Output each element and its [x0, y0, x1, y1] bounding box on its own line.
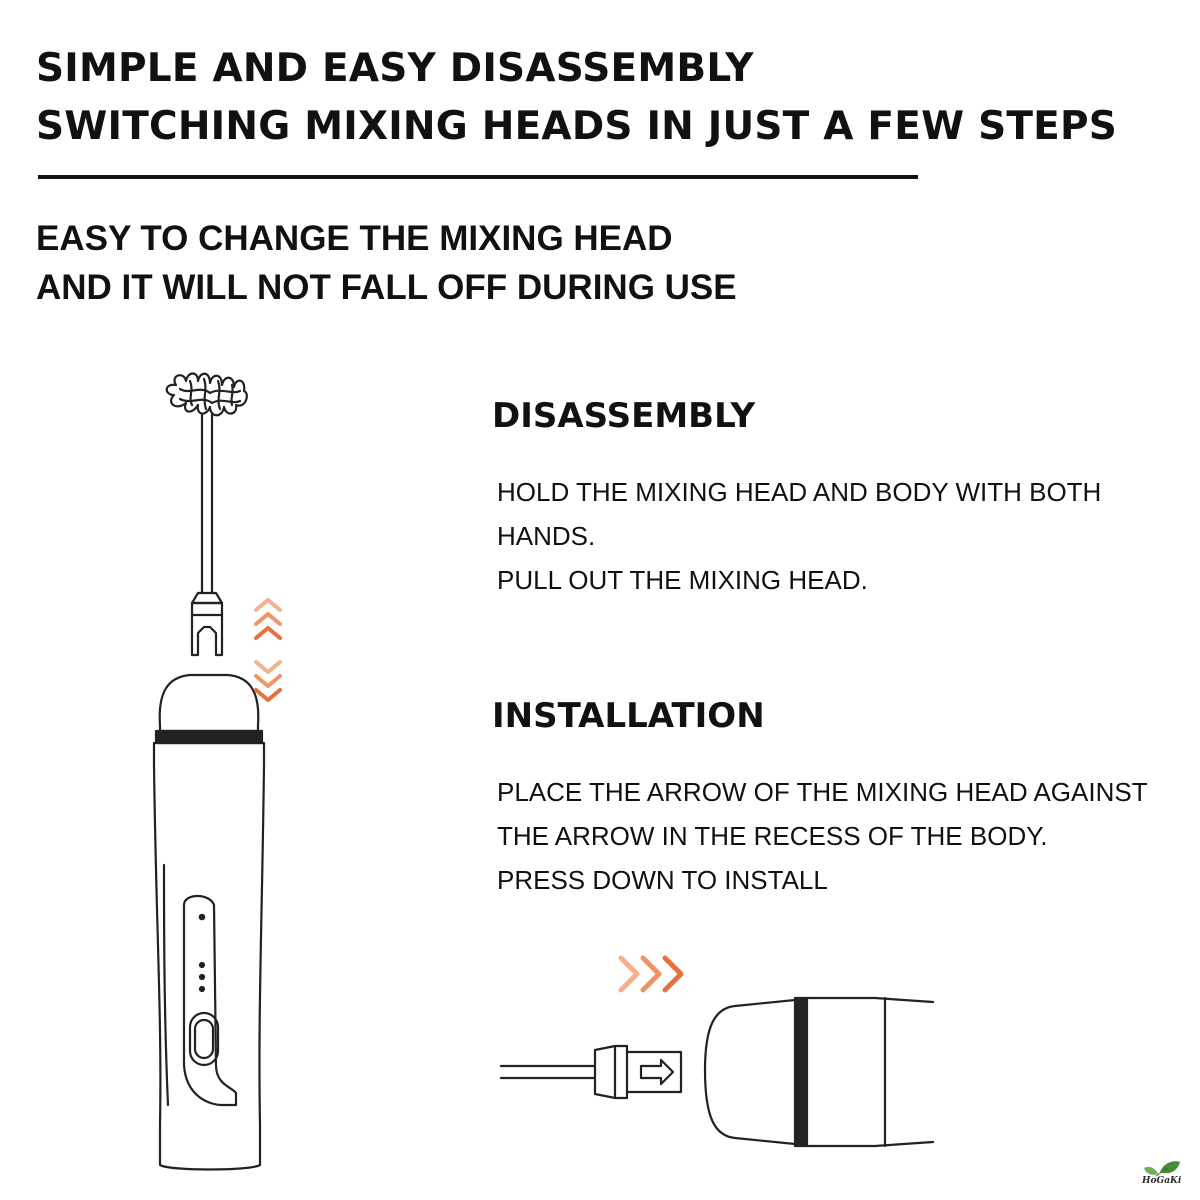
frother-body-horizontal-icon — [705, 998, 933, 1146]
headline — [36, 40, 1117, 156]
installation-step-1: PLACE THE ARROW OF THE MIXING HEAD AGAINST — [497, 777, 1148, 807]
disassembly-steps — [497, 470, 1187, 602]
connector-horizontal-icon — [595, 1046, 681, 1098]
whisk-icon — [167, 374, 247, 416]
install-illustration — [495, 990, 940, 1175]
installation-step-2: THE ARROW IN THE RECESS OF THE BODY. — [497, 821, 1048, 851]
divider — [38, 175, 918, 179]
brand-logo: HoGaKi — [1142, 1176, 1182, 1186]
disassembly-title: DISASSEMBLY — [492, 396, 756, 436]
direction-chevrons-icon — [250, 596, 286, 706]
installation-steps — [497, 770, 1187, 902]
frother-vertical-illustration — [140, 365, 320, 1195]
subheadline — [36, 214, 737, 312]
whisk-shaft-horizontal — [501, 1066, 595, 1078]
installation-title: INSTALLATION — [492, 696, 765, 736]
subheadline-line-2: AND IT WILL NOT FALL OFF DURING USE — [36, 268, 737, 307]
connector-icon — [192, 593, 222, 655]
headline-line-2: SWITCHING MIXING HEADS IN JUST A FEW STEPS — [36, 104, 1118, 149]
headline-line-1: SIMPLE AND EASY DISASSEMBLY — [36, 46, 754, 91]
frother-body-icon — [154, 675, 264, 1170]
disassembly-step-1: HOLD THE MIXING HEAD AND BODY WITH BOTH — [497, 477, 1102, 507]
disassembly-step-3: PULL OUT THE MIXING HEAD. — [497, 565, 868, 595]
installation-step-3: PRESS DOWN TO INSTALL — [497, 865, 828, 895]
disassembly-step-2: HANDS. — [497, 521, 596, 551]
subheadline-line-1: EASY TO CHANGE THE MIXING HEAD — [36, 219, 673, 258]
